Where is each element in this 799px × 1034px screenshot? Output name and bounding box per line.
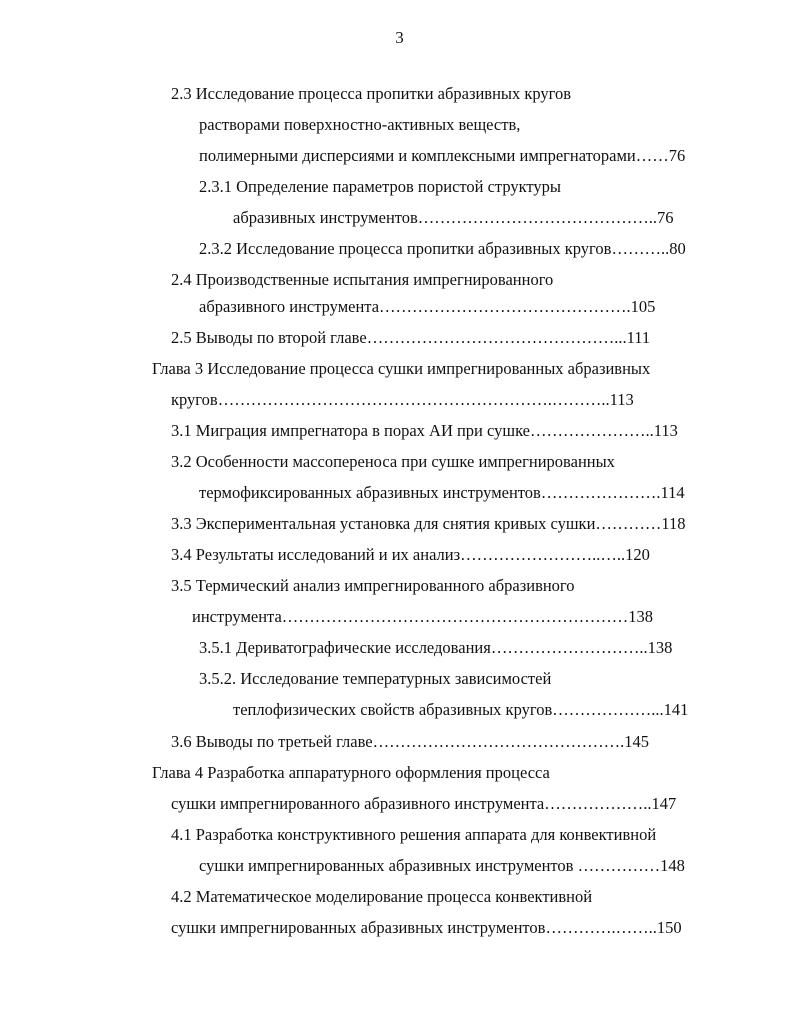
toc-line: сушки импрегнированного абразивного инструмента………………..147 xyxy=(171,794,677,813)
toc-line: 3.1 Миграция импрегнатора в порах АИ при сушке…………………..113 xyxy=(171,421,678,440)
toc-line: Глава 4 Разработка аппаратурного оформления процесса xyxy=(152,763,550,782)
toc-line: растворами поверхностно-активных веществ, xyxy=(199,115,521,134)
page-number: 3 xyxy=(395,28,404,47)
toc-line: 3.3 Экспериментальная установка для снятия кривых сушки…………118 xyxy=(171,514,686,533)
toc-line: Глава 3 Исследование процесса сушки импрегнированных абразивных xyxy=(152,359,651,378)
toc-line: сушки импрегнированных абразивных инструментов ……………148 xyxy=(199,856,685,875)
toc-line: кругов…………………………………………………….………..113 xyxy=(171,390,634,409)
toc-line: 2.3.1 Определение параметров пористой структуры xyxy=(199,177,562,196)
toc-line: 4.2 Математическое моделирование процесса конвективной xyxy=(171,887,593,906)
toc-line: 3.5 Термический анализ импрегнированного абразивного xyxy=(171,576,575,595)
toc-line: 2.5 Выводы по второй главе………………………………………...111 xyxy=(171,328,651,347)
toc-line: абразивных инструментов……………………………………..76 xyxy=(233,208,674,227)
toc-line: 3.2 Особенности массопереноса при сушке импрегнированных xyxy=(171,452,615,471)
toc-line: 3.5.2. Исследование температурных зависимостей xyxy=(199,669,552,688)
toc-line: абразивного инструмента……………………………………….105 xyxy=(199,297,656,316)
toc-line: теплофизических свойств абразивных кругов………………...141 xyxy=(233,700,689,719)
toc-line: 3.6 Выводы по третьей главе……………………………………….145 xyxy=(171,732,649,751)
toc-line: 2.3.2 Исследование процесса пропитки абразивных кругов………..80 xyxy=(199,239,686,258)
toc-line: термофиксированных абразивных инструментов………………….114 xyxy=(199,483,685,502)
toc-line: инструмента………………………………………………………138 xyxy=(192,607,654,626)
toc-line: 2.4 Производственные испытания импрегнированного xyxy=(171,270,554,289)
toc-line: 4.1 Разработка конструктивного решения аппарата для конвективной xyxy=(171,825,657,844)
toc-line: 3.5.1 Дериватографические исследования………………………..138 xyxy=(199,638,673,657)
toc-line: полимерными дисперсиями и комплексными импрегнаторами……76 xyxy=(199,146,686,165)
toc-line: 2.3 Исследование процесса пропитки абразивных кругов xyxy=(171,84,572,103)
toc-line: сушки импрегнированных абразивных инструментов………….……..150 xyxy=(171,918,682,937)
toc-line: 3.4 Результаты исследований и их анализ……………………..…..120 xyxy=(171,545,650,564)
